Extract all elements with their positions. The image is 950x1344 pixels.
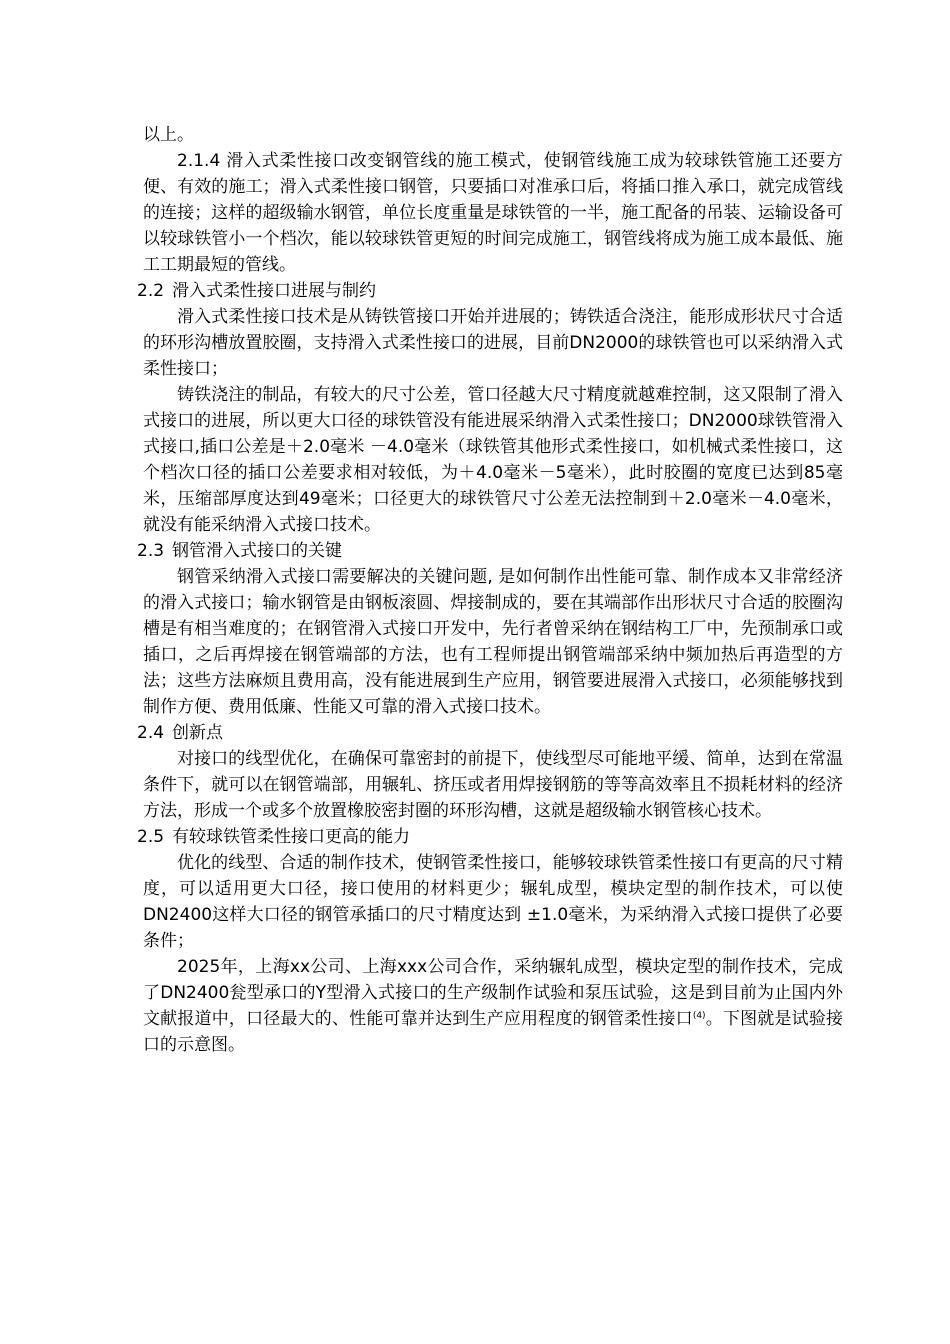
paragraph-tail: 。下图就是试验接口的示意图。 xyxy=(143,1009,844,1055)
section-heading-2-5 xyxy=(137,824,843,850)
section-title: 钢管滑入式接口的关键 xyxy=(172,541,343,561)
paragraph-2-1-4: 2.1.4 滑入式柔性接口改变钢管线的施工模式，使钢管线施工成为较球铁管施工还要方便、有效的施工；滑入式柔性接口钢管，只要插口对准承口后，将插口推入承口，就完成管线的连接；这样的超级输水钢管，单位长度重量是球铁管的一半，施工配备的吊装、运输设备可以较球铁管小一个档次，能以较球铁管更短的时间完成施工，钢管线将成为施工成本最低、施工工期最短的管线。 xyxy=(143,151,843,275)
document-body xyxy=(137,122,844,1058)
paragraph-2-3: 钢管采纳滑入式接口需要解决的关键问题, 是如何制作出性能可靠、制作成本又非常经济的滑入式接口；输水钢管是由钢板滚圆、焊接制成的，要在其端部作出形状尺寸合适的胶圈沟槽是有相当难度的；在钢管滑入式接口开发中，先行者曾采纳在钢结构工厂中，先预制承口或插口，之后再焊接在钢管端部的方法，也有工程师提出钢管端部采纳中频加热后再造型的方法；这些方法麻烦且费用高，没有能进展到生产应用，钢管要进展滑入式接口，必须能够找到制作方便、费用低廉、性能又可靠的滑入式接口技术。 xyxy=(143,567,843,717)
paragraph-2-2-b: 铸铁浇注的制品，有较大的尺寸公差，管口径越大尺寸精度就越难控制，这又限制了滑入式接口的进展，所以更大口径的球铁管没有能进展采纳滑入式柔性接口；DN2000球铁管滑入式接口,插口公差是＋2.0毫米 －4.0毫米（球铁管其他形式柔性接口，如机械式柔性接口，这个档次口径的插口公差要求相对较低，为＋4.0毫米－5毫米），此时胶圈的宽度已达到85毫米，压缩部厚度达到49毫米；口径更大的球铁管尺寸公差无法控制到＋2.0毫米－4.0毫米，就没有能采纳滑入式接口技术。 xyxy=(143,385,843,535)
section-title: 滑入式柔性接口进展与制约 xyxy=(172,281,377,301)
section-title: 创新点 xyxy=(172,723,224,743)
section-title: 有较球铁管柔性接口更高的能力 xyxy=(172,827,411,847)
paragraph-text: 2025年，上海xx公司、上海xxx公司合作，采纳辗轧成型，模块定型的制作技术，完成了DN2400瓮型承口的Y型滑入式接口的生产级制作试验和泵压试验，这是到目前为止国内外文献报道中，口径最大的、性能可靠并达到生产应用程度的钢管柔性接口 xyxy=(143,957,843,1029)
paragraph-2-2-a: 滑入式柔性接口技术是从铸铁管接口开始并进展的；铸铁适合浇注，能形成形状尺寸合适的环形沟槽放置胶圈，支持滑入式柔性接口的进展，目前DN2000的球铁管也可以采纳滑入式柔性接口； xyxy=(143,307,843,379)
section-number: 2.4 xyxy=(137,723,165,743)
section-heading-2-3 xyxy=(137,538,843,564)
reference-marker: (4) xyxy=(692,1011,706,1021)
paragraph-2-5-b xyxy=(143,954,843,1058)
section-heading-2-2 xyxy=(137,278,843,304)
section-number: 2.2 xyxy=(137,281,165,301)
section-heading-2-4 xyxy=(137,720,843,746)
paragraph-2-5-a: 优化的线型、合适的制作技术，使钢管柔性接口，能够较球铁管柔性接口有更高的尺寸精度，可以适用更大口径，接口使用的材料更少；辗轧成型，模块定型的制作技术，可以使DN2400这样大口径的钢管承插口的尺寸精度达到 ±1.0毫米，为采纳滑入式接口提供了必要条件； xyxy=(143,853,843,951)
paragraph-2-4: 对接口的线型优化，在确保可靠密封的前提下，使线型尽可能地平缓、简单，达到在常温条件下，就可以在钢管端部，用辗轧、挤压或者用焊接钢筋的等等高效率且不损耗材料的经济方法，形成一个或多个放置橡胶密封圈的环形沟槽，这就是超级输水钢管核心技术。 xyxy=(143,749,843,821)
section-number: 2.5 xyxy=(137,827,165,847)
paragraph-continuation: 以上。 xyxy=(143,125,194,145)
section-number: 2.3 xyxy=(137,541,165,561)
